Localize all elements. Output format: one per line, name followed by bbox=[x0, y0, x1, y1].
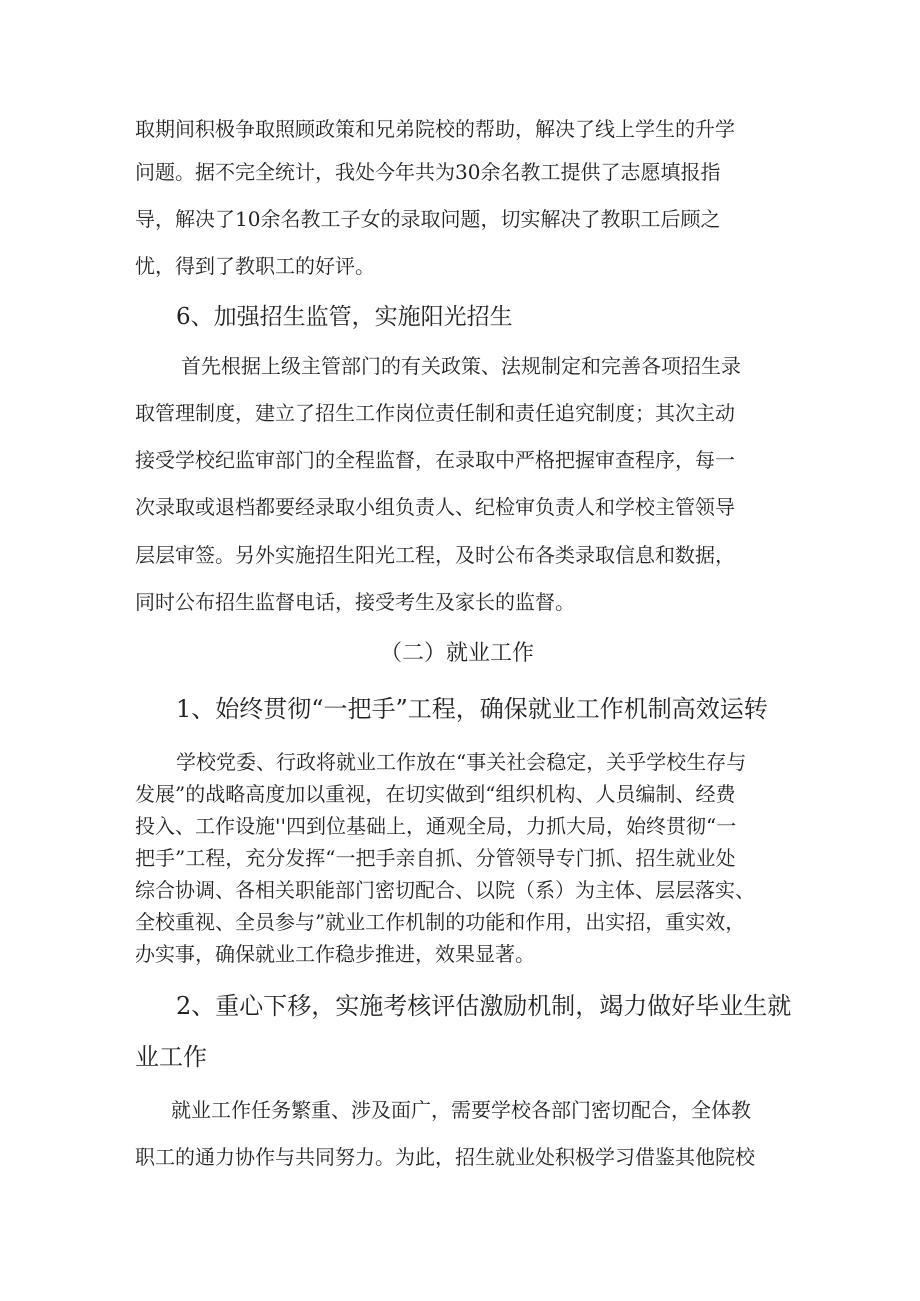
heading-6: 6、加强招生监管，实施阳光招生 bbox=[176, 304, 513, 330]
paragraph-line: 导，解决了10余名教工子女的录取问题，切实解决了教职工后顾之 bbox=[135, 207, 721, 231]
paragraph-line: 全校重视、全员参与”就业工作机制的功能和作用，出实招，重实效， bbox=[135, 910, 746, 934]
paragraph-line: 把手”工程，充分发挥“一把手亲自抓、分管领导专门抓、招生就业处 bbox=[135, 846, 736, 870]
paragraph-line: 学校党委、行政将就业工作放在“事关社会稳定，关乎学校生存与 bbox=[176, 750, 747, 774]
paragraph-line: 接受学校纪监审部门的全程监督，在录取中严格把握审查程序，每一 bbox=[135, 448, 735, 472]
paragraph-line: 取管理制度，建立了招生工作岗位责任制和责任追究制度；其次主动 bbox=[135, 401, 735, 425]
section-title-employment: （二）就业工作 bbox=[380, 641, 535, 666]
heading-line: 2、重心下移，实施考核评估激励机制，竭力做好毕业生就 bbox=[176, 992, 792, 1020]
heading-line: 业工作 bbox=[135, 1043, 207, 1071]
heading-1: 1、始终贯彻“一把手”工程，确保就业工作机制高效运转 bbox=[176, 695, 768, 723]
paragraph-line: 发展”的战略高度加以重视，在切实做到“组织机构、人员编制、经费 bbox=[135, 782, 736, 806]
paragraph-line: 首先根据上级主管部门的有关政策、法规制定和完善各项招生录 bbox=[181, 354, 741, 378]
paragraph-line: 次录取或退档都要经录取小组负责人、纪检审负责人和学校主管领导 bbox=[135, 495, 735, 519]
paragraph-line: 就业工作任务繁重、涉及面广，需要学校各部门密切配合，全体教 bbox=[171, 1098, 751, 1122]
paragraph-line: 办实事，确保就业工作稳步推进，效果显著。 bbox=[135, 942, 535, 966]
paragraph-line: 层层审签。另外实施招生阳光工程，及时公布各类录取信息和数据， bbox=[135, 543, 735, 567]
paragraph-line: 忧，得到了教职工的好评。 bbox=[135, 254, 375, 278]
paragraph-line: 职工的通力协作与共同努力。为此，招生就业处积极学习借鉴其他院校 bbox=[135, 1145, 755, 1169]
paragraph-line: 问题。据不完全统计，我处今年共为30余名教工提供了志愿填报指 bbox=[135, 160, 721, 184]
paragraph-line: 取期间积极争取照顾政策和兄弟院校的帮助，解决了线上学生的升学 bbox=[135, 117, 735, 141]
paragraph-line: 同时公布招生监督电话，接受考生及家长的监督。 bbox=[135, 590, 575, 614]
paragraph-line: 综合协调、各相关职能部门密切配合、以院（系）为主体、层层落实、 bbox=[135, 878, 755, 902]
paragraph-line: 投入、工作设施''四到位基础上，通观全局，力抓大局，始终贯彻“一 bbox=[135, 814, 737, 838]
